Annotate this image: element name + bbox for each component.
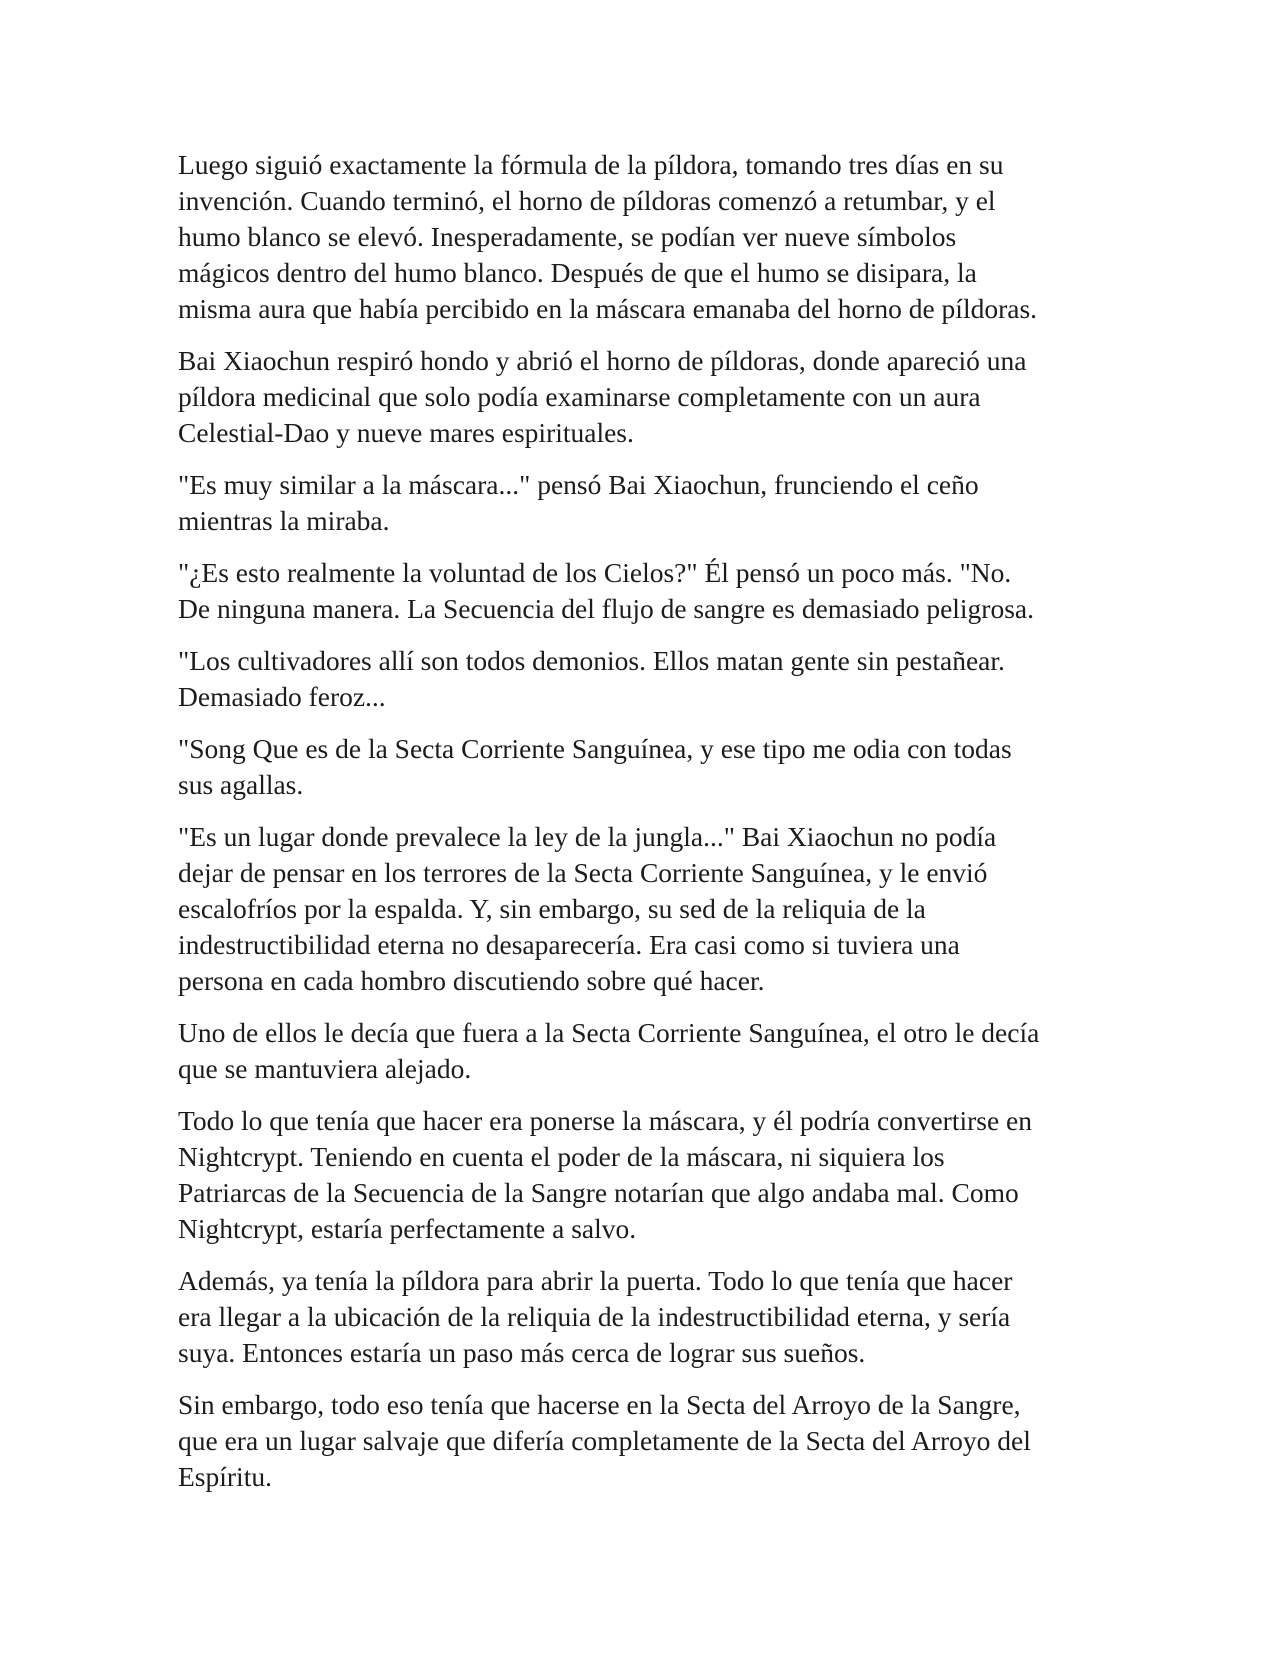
paragraph: Uno de ellos le decía que fuera a la Secta Corriente Sanguínea, el otro le decía que se mantuviera alejado. [178, 1017, 1040, 1084]
paragraph: "Song Que es de la Secta Corriente Sanguínea, y ese tipo me odia con todas sus agallas. [178, 733, 1012, 800]
paragraph: Además, ya tenía la píldora para abrir la puerta. Todo lo que tenía que hacer era llegar a la ubicación de la reliquia de la indestructibilidad eterna, y sería suya. Entonces estaría un paso más cerca de lograr sus sueños. [178, 1265, 1013, 1368]
paragraph: Todo lo que tenía que hacer era ponerse la máscara, y él podría convertirse en Nightcrypt. Teniendo en cuenta el poder de la máscara, ni siquiera los Patriarcas de la Secuencia de la Sangre notarían que algo andaba mal. Como Nightcrypt, estaría perfectamente a salvo. [178, 1105, 1033, 1244]
paragraph: Sin embargo, todo eso tenía que hacerse en la Secta del Arroyo de la Sangre, que era un lugar salvaje que difería completamente de la Secta del Arroyo del Espíritu. [178, 1389, 1031, 1492]
paragraph: "¿Es esto realmente la voluntad de los Cielos?" Él pensó un poco más. "No. De ninguna manera. La Secuencia del flujo de sangre es demasiado peligrosa. [178, 557, 1034, 624]
paragraph: "Los cultivadores allí son todos demonios. Ellos matan gente sin pestañear. Demasiado feroz... [178, 645, 1005, 712]
paragraph: "Es un lugar donde prevalece la ley de la jungla..." Bai Xiaochun no podía dejar de pensar en los terrores de la Secta Corriente Sanguínea, y le envió escalofríos por la espalda. Y, sin embargo, su sed de la reliquia de la indestructibilidad eterna no desaparecería. Era casi como si tuviera una persona en cada hombro discutiendo sobre qué hacer. [178, 821, 997, 996]
paragraph: Luego siguió exactamente la fórmula de la píldora, tomando tres días en su invención. Cuando terminó, el horno de píldoras comenzó a retumbar, y el humo blanco se elevó. Inesperadamente, se podían ver nueve símbolos mágicos dentro del humo blanco. Después de que el humo se disipara, la misma aura que había percibido en la máscara emanaba del horno de píldoras. [178, 149, 1038, 324]
paragraph: Bai Xiaochun respiró hondo y abrió el horno de píldoras, donde apareció una píldora medicinal que solo podía examinarse completamente con un aura Celestial-Dao y nueve mares espirituales. [178, 345, 1027, 448]
paragraph: "Es muy similar a la máscara..." pensó Bai Xiaochun, frunciendo el ceño mientras la miraba. [178, 469, 979, 536]
document-body [178, 147, 1108, 1511]
